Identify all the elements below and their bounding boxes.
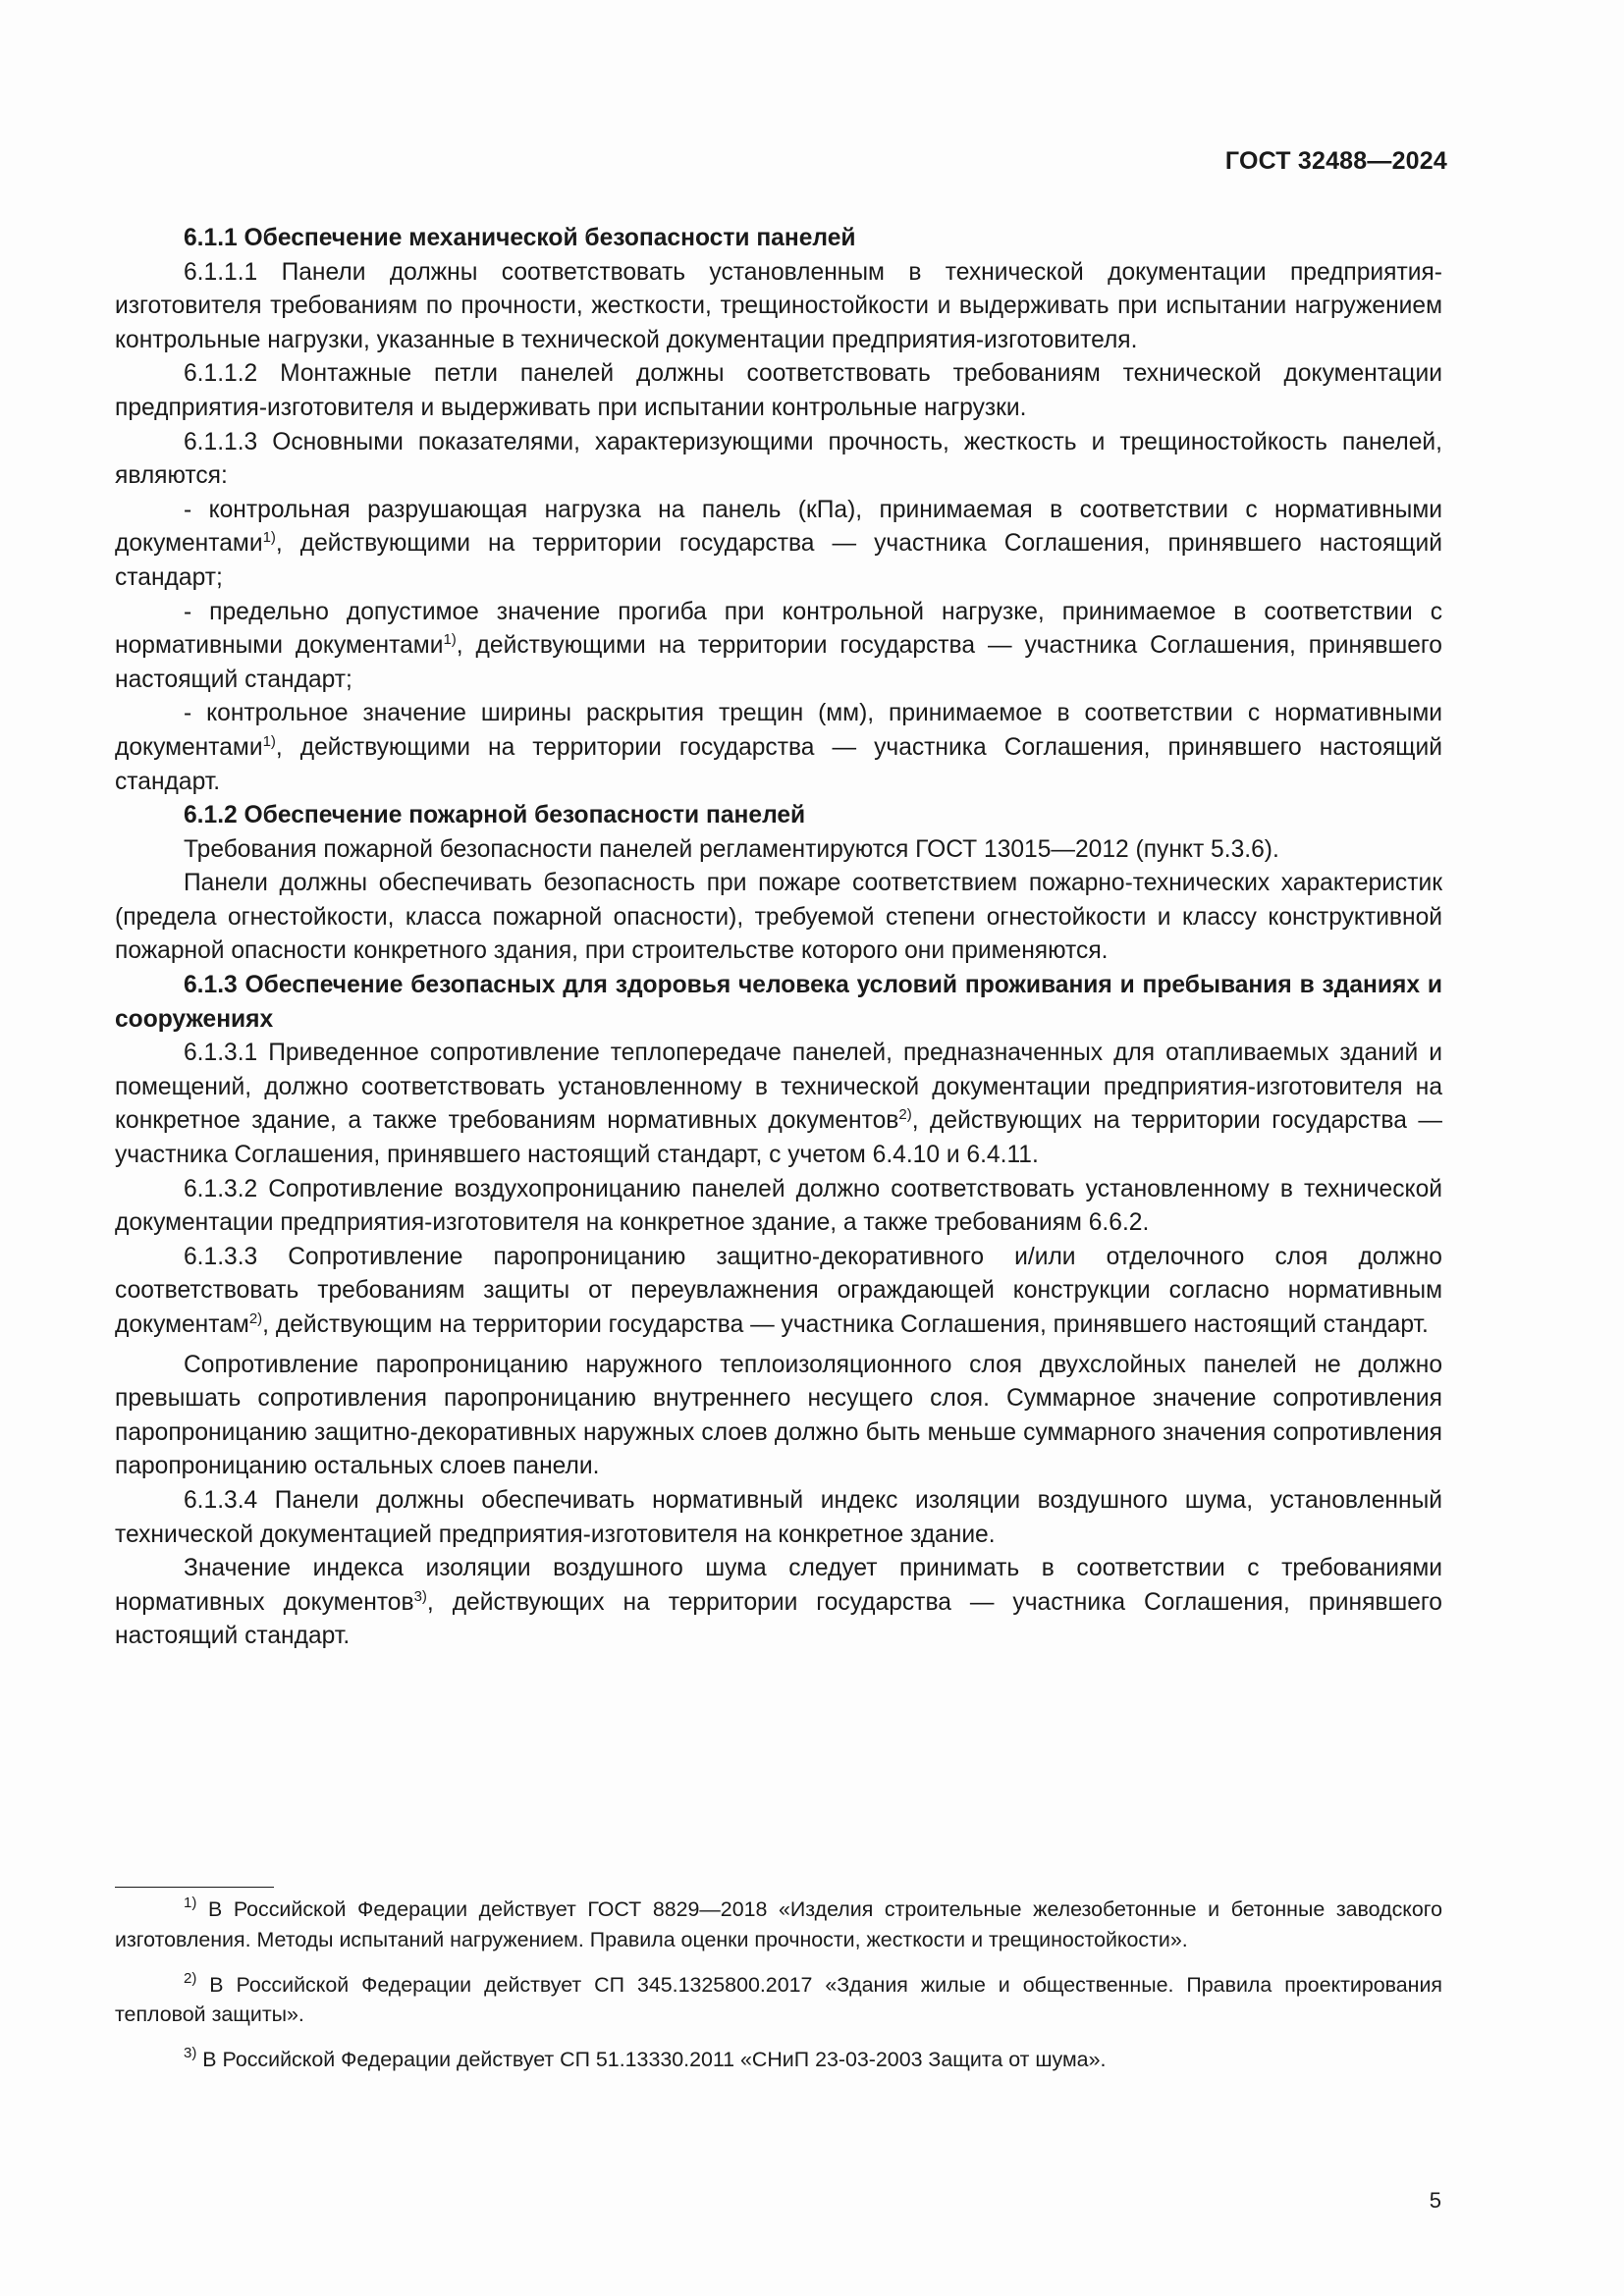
document-body <box>115 222 1442 1654</box>
footnotes <box>115 1895 1442 2090</box>
section-heading-6-1-1: 6.1.1 Обеспечение механической безопасности панелей <box>184 225 856 251</box>
paragraph-fire-requirements: Требования пожарной безопасности панелей регламентируются ГОСТ 13015—2012 (пункт 5.3.6). <box>184 835 1279 863</box>
footnote-text: В Российской Федерации действует СП 51.13330.2011 «СНиП 23-03-2003 Защита от шума». <box>202 2048 1107 2072</box>
paragraph-6-1-3-4: 6.1.3.4 Панели должны обеспечивать нормативный индекс изоляции воздушного шума, установленный технической документацией предприятия-изготовителя на конкретное здание. <box>115 1486 1442 1548</box>
paragraph-text: 6.1.3.1 Приведенное сопротивление теплопередаче панелей, предназначенных для отапливаемых зданий и помещений, должно соответствовать установленному в технической документации предприятия-изготовителя на конкретное здание, а также требованиям нормативных документов <box>115 1040 1442 1135</box>
footnote-2 <box>115 1970 1442 2031</box>
list-item-text: , действующими на территории государства — участника Соглашения, принявшего настоящий стандарт; <box>115 632 1442 693</box>
paragraph-text: , действующих на территории государства — участника Соглашения, принявшего настоящий стандарт, с учетом 6.4.10 и 6.4.11. <box>115 1107 1442 1169</box>
footnote-marker: 3) <box>184 2045 197 2062</box>
footnote-ref[interactable]: 2) <box>248 1310 263 1327</box>
list-item-breaking-load <box>115 494 1442 596</box>
paragraph-fire-safety: Панели должны обеспечивать безопасность при пожаре соответствием пожарно-технических характеристик (предела огнестойкости, класса пожарной опасности), требуемой степени огнестойкости и классу конструктивной пожарной опасности конкретного здания, при строительстве которого они применяются. <box>115 870 1442 965</box>
paragraph-text: , действующих на территории государства — участника Соглашения, принявшего настоящий стандарт. <box>115 1588 1442 1650</box>
list-item-text: , действующими на территории государства — участника Соглашения, принявшего настоящий стандарт; <box>115 530 1442 591</box>
paragraph-6-1-3-2: 6.1.3.2 Сопротивление воздухопроницанию панелей должно соответствовать установленному в технической документации предприятия-изготовителя на конкретное здание, а также требованиям 6.6.2. <box>115 1175 1442 1237</box>
document-number: ГОСТ 32488—2024 <box>1224 147 1447 175</box>
paragraph-6-1-1-3: 6.1.1.3 Основными показателями, характеризующими прочность, жесткость и трещиностойкость панелей, являются: <box>115 428 1442 490</box>
footnote-text: В Российской Федерации действует ГОСТ 8829—2018 «Изделия строительные железобетонные и бетонные заводского изготовления. Методы испытаний нагружением. Правила оценки прочности, жесткости и трещиностойкости». <box>115 1897 1443 1951</box>
section-heading-6-1-3: 6.1.3 Обеспечение безопасных для здоровья человека условий проживания и пребывания в зданиях и сооружениях <box>115 972 1442 1033</box>
list-item-crack-width <box>115 697 1442 799</box>
paragraph-text: Значение индекса изоляции воздушного шума следует принимать в соответствии с требованиями нормативных документов <box>115 1555 1442 1616</box>
paragraph-6-1-3-1 <box>115 1037 1442 1172</box>
footnote-ref[interactable]: 1) <box>262 529 276 547</box>
list-item-text: - контрольная разрушающая нагрузка на панель (кПа), принимаемая в соответствии с нормативными документами <box>115 496 1442 558</box>
page-number: 5 <box>1429 2188 1441 2213</box>
list-item-deflection <box>115 596 1442 698</box>
list-item-text: - контрольное значение ширины раскрытия трещин (мм), принимаемое в соответствии с нормативными документами <box>115 700 1442 761</box>
footnote-marker: 1) <box>184 1895 197 1911</box>
footnote-ref[interactable]: 2) <box>898 1106 912 1124</box>
paragraph-noise-index <box>115 1552 1442 1654</box>
footnote-ref[interactable]: 1) <box>262 732 276 750</box>
paragraph-text: 6.1.3.3 Сопротивление паропроницанию защитно-декоративного и/или отделочного слоя должно соответствовать требованиям защиты от переувлажнения ограждающей конструкции согласно нормативным документам <box>115 1243 1442 1338</box>
paragraph-6-1-1-1: 6.1.1.1 Панели должны соответствовать установленным в технической документации предприятия-изготовителя требованиям по прочности, жесткости, трещиностойкости и выдерживать при испытании нагружением контрольные нагрузки, указанные в технической документации предприятия-изготовителя. <box>115 258 1442 353</box>
list-item-text: - предельно допустимое значение прогиба при контрольной нагрузке, принимаемое в соответствии с нормативными документами <box>115 598 1442 660</box>
paragraph-text: , действующим на территории государства — участника Соглашения, принявшего настоящий стандарт. <box>262 1311 1429 1338</box>
section-heading-6-1-2: 6.1.2 Обеспечение пожарной безопасности панелей <box>184 802 806 829</box>
footnote-divider <box>115 1887 274 1888</box>
footnote-ref[interactable]: 3) <box>413 1587 427 1605</box>
footnote-ref[interactable]: 1) <box>443 631 457 649</box>
paragraph-vapor-resistance: Сопротивление паропроницанию наружного теплоизоляционного слоя двухслойных панелей не должно превышать сопротивления паропроницанию внутреннего несущего слоя. Суммарное значение сопротивления паропроницанию защитно-декоративных наружных слоев должно быть меньше суммарного значения сопротивления паропроницанию остальных слоев панели. <box>115 1351 1442 1480</box>
paragraph-6-1-1-2: 6.1.1.2 Монтажные петли панелей должны соответствовать требованиям технической документации предприятия-изготовителя и выдерживать при испытании контрольные нагрузки. <box>115 360 1442 421</box>
footnote-1 <box>115 1895 1442 1955</box>
paragraph-6-1-3-3 <box>115 1241 1442 1343</box>
footnote-3 <box>115 2045 1442 2075</box>
list-item-text: , действующими на территории государства — участника Соглашения, принявшего настоящий стандарт. <box>115 733 1442 795</box>
footnote-text: В Российской Федерации действует СП 345.1325800.2017 «Здания жилые и общественные. Правила проектирования тепловой защиты». <box>115 1972 1442 2027</box>
footnote-marker: 2) <box>184 1969 197 1987</box>
